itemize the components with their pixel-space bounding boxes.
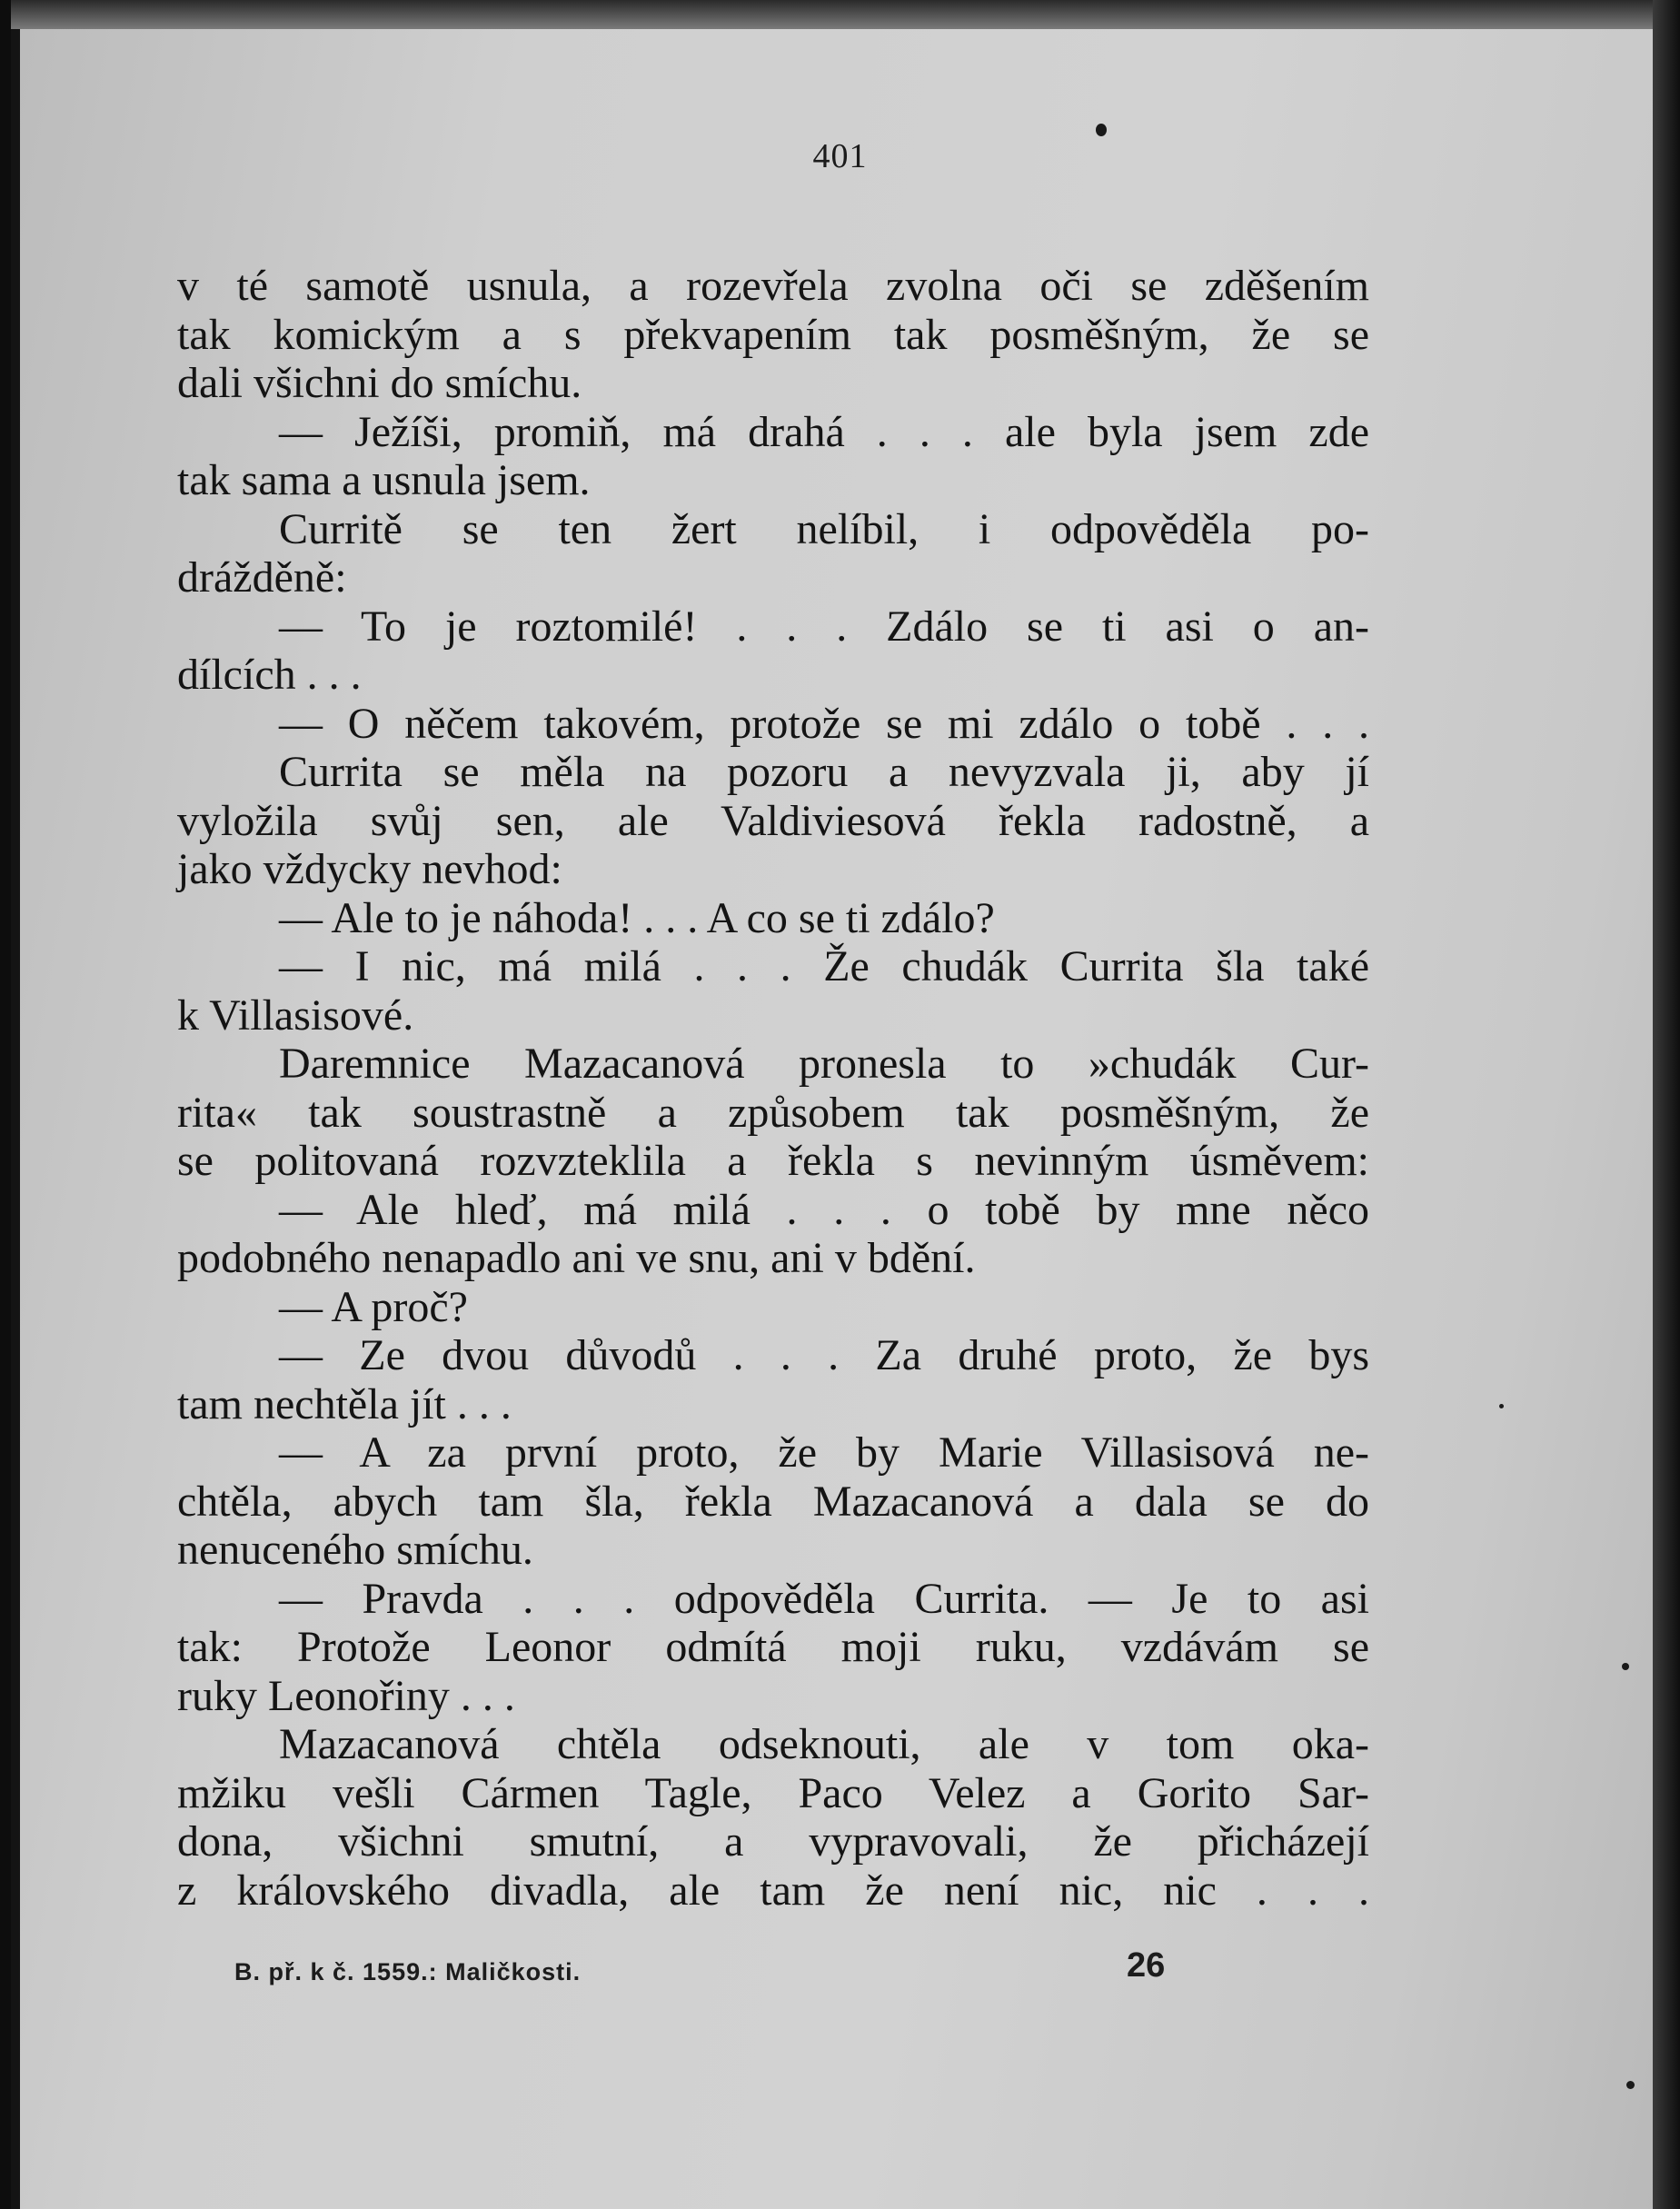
text-line: podobného nenapadlo ani ve snu, ani v bdění. xyxy=(177,1234,976,1282)
text-line: Curritě se ten žert nelíbil, i odpověděla po- xyxy=(279,504,1369,553)
text-line: chtěla, abych tam šla, řekla Mazacanová a dala se do xyxy=(177,1477,1369,1526)
text-line: mžiku vešli Cármen Tagle, Paco Velez a Gorito Sar- xyxy=(177,1768,1369,1817)
text-line: dílcích . . . xyxy=(177,651,362,699)
body-text xyxy=(177,262,1369,1915)
text-line: Mazacanová chtěla odseknouti, ale v tom oka- xyxy=(279,1720,1369,1768)
text-line: — A za první proto, že by Marie Villasisová ne- xyxy=(279,1428,1369,1477)
text-line: se politovaná rozvzteklila a řekla s nevinným úsměvem: xyxy=(177,1137,1369,1185)
text-line: — Ježíši, promiň, má drahá . . . ale byla jsem zde xyxy=(279,407,1369,456)
text-line: nenuceného smíchu. xyxy=(177,1526,533,1574)
printer-signature: B. př. k č. 1559.: Maličkosti. xyxy=(234,1958,582,1985)
text-line: ruky Leonořiny . . . xyxy=(177,1671,515,1720)
scan-right-edge xyxy=(1653,0,1680,2209)
text-line: k Villasisové. xyxy=(177,990,414,1040)
text-line: tak sama a usnula jsem. xyxy=(177,456,591,504)
text-line: — Ale to je náhoda! . . . A co se ti zdálo? xyxy=(279,893,995,942)
text-line: drážděně: xyxy=(177,553,347,602)
text-line: — Pravda . . . odpověděla Currita. — Je to asi xyxy=(279,1574,1369,1623)
text-line: z královského divadla, ale tam že není nic, nic . . . xyxy=(177,1866,1369,1915)
text-line: — To je roztomilé! . . . Zdálo se ti asi o an- xyxy=(279,602,1369,651)
text-line: dona, všichni smutní, a vypravovali, že přicházejí xyxy=(177,1817,1369,1866)
text-line: — O něčem takovém, protože se mi zdálo o tobě . . . xyxy=(279,699,1369,748)
text-line: Daremnice Mazacanová pronesla to »chudák Cur- xyxy=(279,1040,1369,1088)
sheet-number: 26 xyxy=(1127,1946,1166,1985)
scan-top-edge xyxy=(0,0,1680,29)
text-line: tam nechtěla jít . . . xyxy=(177,1379,512,1428)
ink-speck xyxy=(1096,124,1107,136)
text-line: — A proč? xyxy=(279,1282,468,1331)
text-line: tak: Protože Leonor odmítá moji ruku, vzdávám se xyxy=(177,1623,1369,1671)
text-line: v té samotě usnula, a rozevřela zvolna oči se zděšením xyxy=(177,262,1369,310)
text-line: Currita se měla na pozoru a nevyzvala ji, aby jí xyxy=(279,748,1369,796)
ink-speck xyxy=(1499,1404,1504,1408)
text-line: — I nic, má milá . . . Že chudák Currita šla také xyxy=(279,942,1369,990)
text-line: — Ale hleď, má milá . . . o tobě by mne něco xyxy=(279,1185,1369,1234)
text-line: tak komickým a s překvapením tak posměšným, že se xyxy=(177,310,1369,359)
page-number: 401 xyxy=(812,137,868,175)
ink-speck xyxy=(1622,1663,1629,1670)
text-line: dali všichni do smíchu. xyxy=(177,359,582,407)
scan-left-edge xyxy=(0,0,11,2209)
text-line: rita« tak soustrastně a způsobem tak posměšným, že xyxy=(177,1088,1369,1137)
text-line: vyložila svůj sen, ale Valdiviesová řekla radostně, a xyxy=(177,796,1369,845)
text-line: — Ze dvou důvodů . . . Za druhé proto, že bys xyxy=(279,1331,1369,1379)
ink-speck xyxy=(1626,2081,1635,2089)
text-line: jako vždycky nevhod: xyxy=(177,845,562,893)
